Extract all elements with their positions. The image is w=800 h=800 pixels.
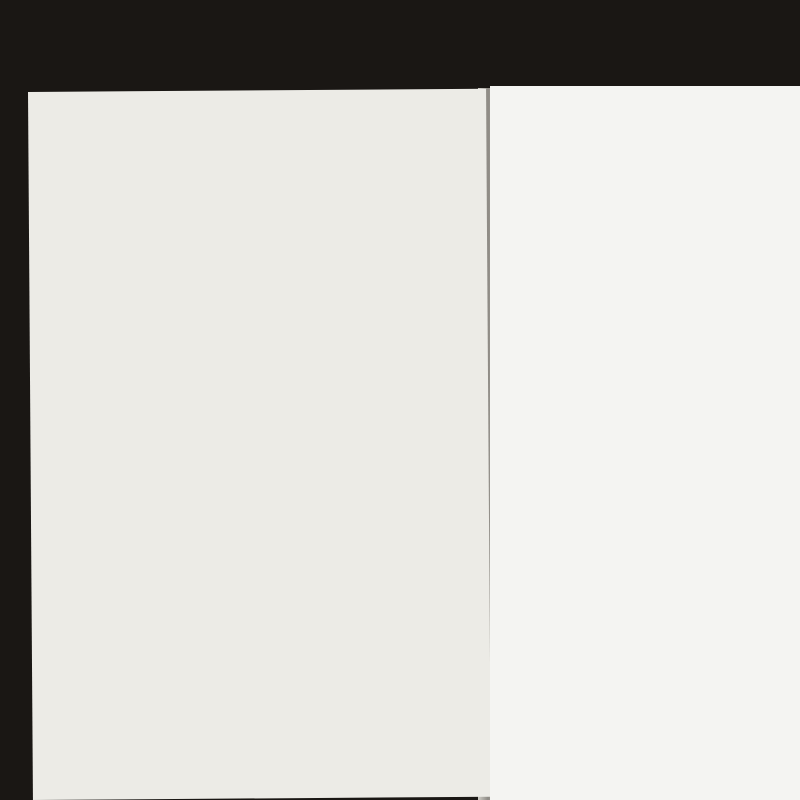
table-title-line1 xyxy=(89,175,469,178)
table-title-line2 xyxy=(89,195,469,198)
right-page xyxy=(490,86,800,800)
tax-summary-table xyxy=(87,241,473,244)
table-body xyxy=(87,241,473,244)
table-header-row xyxy=(87,241,473,244)
signature xyxy=(362,730,370,742)
legend xyxy=(89,219,479,241)
left-page xyxy=(28,89,491,800)
